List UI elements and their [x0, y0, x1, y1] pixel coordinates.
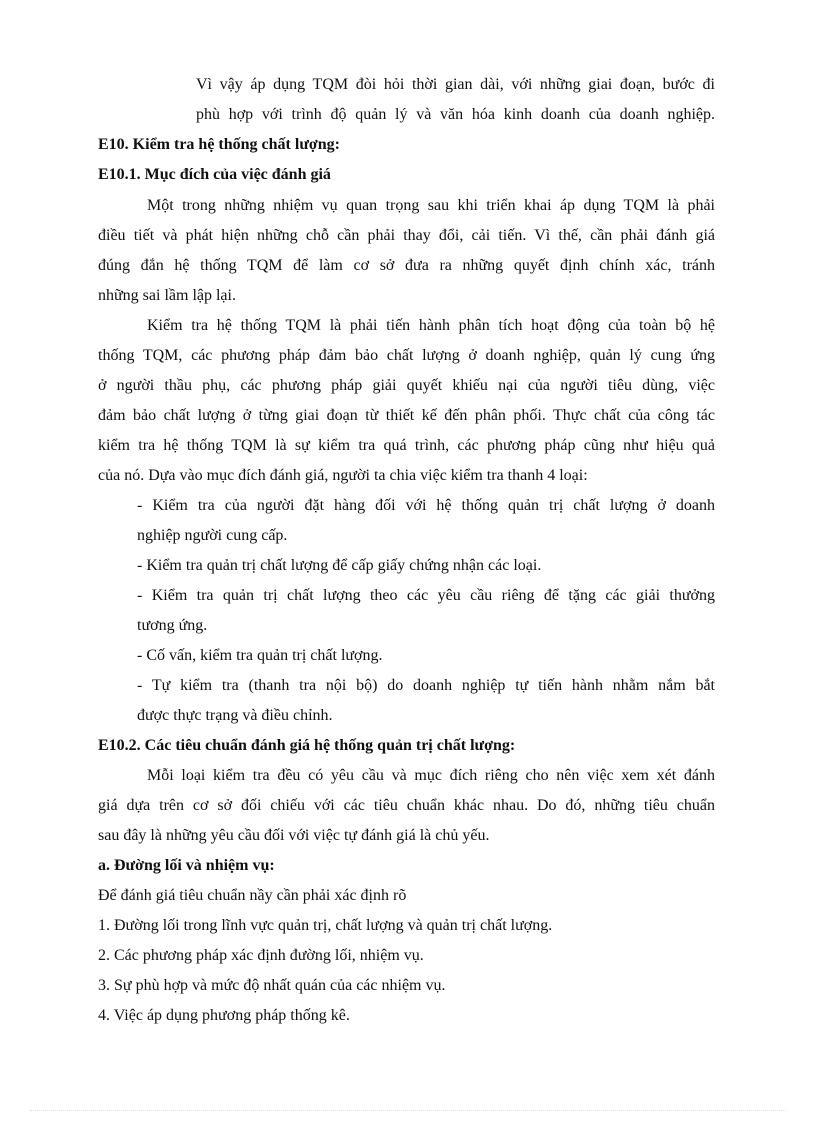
paragraph-line: Một trong những nhiệm vụ quan trọng sau khi triển khai áp dụng TQM là phải [147, 197, 715, 214]
paragraph-line: đúng đắn hệ thống TQM để làm cơ sở đưa ra những quyết định chính xác, tránh [98, 257, 715, 274]
numbered-item: 2. Các phương pháp xác định đường lối, nhiệm vụ. [98, 947, 424, 964]
paragraph-line: Kiểm tra hệ thống TQM là phải tiến hành phân tích hoạt động của toàn bộ hệ [147, 317, 715, 334]
paragraph-line: sau đây là những yêu cầu đối với việc tự đánh giá là chủ yếu. [98, 827, 490, 844]
paragraph-line: đảm bảo chất lượng ở từng giai đoạn từ thiết kế đến phân phối. Thực chất của công tác [98, 407, 715, 424]
intro-line: Vì vậy áp dụng TQM đòi hỏi thời gian dài, với những giai đoạn, bước đi [196, 76, 715, 93]
numbered-item: 1. Đường lối trong lĩnh vực quản trị, chất lượng và quản trị chất lượng. [98, 917, 553, 934]
paragraph-line: giá dựa trên cơ sở đối chiếu với các tiêu chuẩn khác nhau. Do đó, những tiêu chuẩn [98, 797, 715, 814]
bullet-item: - Kiểm tra của người đặt hàng đối với hệ thống quản trị chất lượng ở doanh [137, 497, 715, 514]
subsection-heading-e10-2: E10.2. Các tiêu chuẩn đánh giá hệ thống quản trị chất lượng: [98, 737, 516, 754]
intro-line: phù hợp với trình độ quản lý và văn hóa kinh doanh của doanh nghiệp. [196, 106, 715, 123]
bullet-item: - Tự kiểm tra (thanh tra nội bộ) do doanh nghiệp tự tiến hành nhằm nắm bắt [137, 677, 715, 694]
bullet-item: nghiệp người cung cấp. [137, 527, 288, 544]
page-bottom-border [30, 1110, 786, 1111]
bullet-item: tương ứng. [137, 617, 208, 634]
section-heading-e10: E10. Kiểm tra hệ thống chất lượng: [98, 136, 341, 153]
paragraph-line: Để đánh giá tiêu chuẩn nầy cần phải xác định rõ [98, 887, 407, 904]
numbered-item: 3. Sự phù hợp và mức độ nhất quán của các nhiệm vụ. [98, 977, 446, 994]
bullet-item: - Kiểm tra quản trị chất lượng để cấp giấy chứng nhận các loại. [137, 557, 542, 574]
subsection-heading-e10-1: E10.1. Mục đích của việc đánh giá [98, 166, 331, 183]
paragraph-line: của nó. Dựa vào mục đích đánh giá, người ta chia việc kiểm tra thanh 4 loại: [98, 467, 588, 484]
bullet-item: - Cố vấn, kiểm tra quản trị chất lượng. [137, 647, 383, 664]
numbered-item: 4. Việc áp dụng phương pháp thống kê. [98, 1007, 350, 1024]
bullet-item: được thực trạng và điều chỉnh. [137, 707, 333, 724]
paragraph-line: Mỗi loại kiểm tra đều có yêu cầu và mục đích riêng cho nên việc xem xét đánh [147, 767, 715, 784]
paragraph-line: ở người thầu phụ, các phương pháp giải quyết khiếu nại của người tiêu dùng, việc [98, 377, 715, 394]
bullet-item: - Kiểm tra quản trị chất lượng theo các yêu cầu riêng để tặng các giải thưởng [137, 587, 715, 604]
subsection-heading-a: a. Đường lối và nhiệm vụ: [98, 857, 275, 874]
paragraph-line: những sai lầm lập lại. [98, 287, 236, 304]
paragraph-line: kiểm tra hệ thống TQM là sự kiểm tra quá trình, các phương pháp cũng như hiệu quả [98, 437, 715, 454]
paragraph-line: thống TQM, các phương pháp đảm bảo chất lượng ở doanh nghiệp, quản lý cung ứng [98, 347, 715, 364]
paragraph-line: điều tiết và phát hiện những chỗ cần phải thay đổi, cải tiến. Vì thế, cần phải đánh giá [98, 227, 715, 244]
